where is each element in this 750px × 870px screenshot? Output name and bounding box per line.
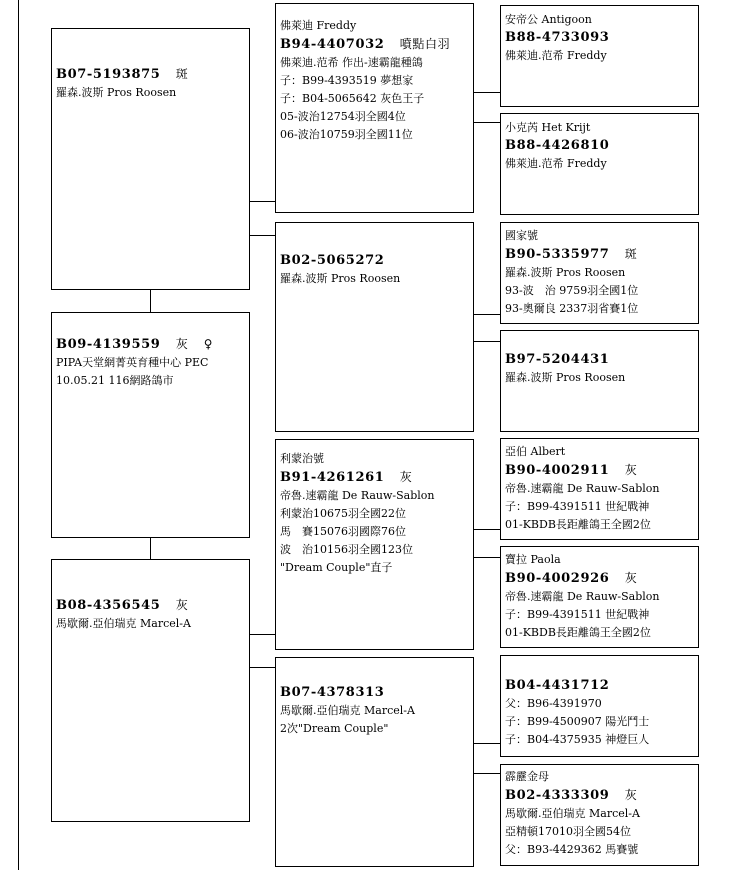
note: 利蒙治10675羽全國22位 [280, 507, 406, 520]
band-number: B90-4002911 [505, 463, 610, 478]
color-label: 噴點白羽 [399, 37, 451, 51]
connector [250, 634, 275, 635]
pedigree-dam-sire [275, 439, 474, 650]
band-number: B02-4333309 [505, 788, 610, 803]
note: 亞精頓17010羽全國54位 [505, 825, 631, 838]
color-label: 灰 [624, 571, 638, 585]
note: 01-KBDB長距離鴿王全國2位 [505, 518, 651, 531]
connector [150, 290, 151, 312]
connector [250, 235, 275, 236]
bird-name: 佛萊迪 Freddy [280, 19, 357, 32]
color-label: 灰 [175, 598, 189, 612]
owner: 馬歇爾.亞伯瑞克 Marcel-A [505, 807, 640, 820]
pedigree-dd-dam [500, 764, 699, 866]
connector [250, 667, 275, 668]
bird-name: 安帝公 Antigoon [505, 13, 592, 26]
sex-symbol: ♀ [203, 337, 214, 351]
note: 子：B04-4375935 神燈巨人 [505, 733, 650, 746]
connector [474, 92, 500, 93]
connector [474, 529, 500, 530]
bird-name: 小克芮 Het Krijt [505, 121, 591, 134]
pedigree-subject [51, 312, 250, 538]
owner: 佛萊迪.范希 Freddy [505, 49, 607, 62]
note: 波 治10156羽全國123位 [280, 543, 413, 556]
sale-note: 10.05.21 116網路鴿市 [56, 374, 174, 387]
note: 子：B99-4391511 世紀戰神 [505, 500, 650, 513]
pedigree-ds-dam [500, 546, 699, 648]
owner: 帝魯.速霸龍 De Rauw-Sablon [505, 590, 660, 603]
note: 93-奧爾良 2337羽省賽1位 [505, 302, 639, 315]
color-label: 灰 [624, 463, 638, 477]
note: 01-KBDB長距離鴿王全國2位 [505, 626, 651, 639]
note: 父：B96-4391970 [505, 697, 602, 710]
owner: 羅森.波斯 Pros Roosen [280, 272, 401, 285]
color-label: 斑 [624, 247, 638, 261]
owner: 馬歇爾.亞伯瑞克 Marcel-A [56, 617, 191, 630]
connector [150, 538, 151, 559]
band-number: B91-4261261 [280, 470, 385, 485]
owner: 羅森.波斯 Pros Roosen [505, 371, 626, 384]
color-label: 灰 [399, 470, 413, 484]
color-label: 斑 [175, 67, 189, 81]
band-number: B08-4356545 [56, 598, 161, 613]
bird-name: 利蒙治號 [280, 452, 324, 465]
band-number: B88-4426810 [505, 138, 610, 153]
owner: 佛萊迪.范希 作出-速霸龍種鴿 [280, 56, 423, 69]
pedigree-sd-sire [500, 222, 699, 324]
pedigree-sire [51, 28, 250, 290]
color-label: 灰 [175, 337, 189, 351]
band-number: B04-4431712 [505, 678, 610, 693]
band-number: B07-5193875 [56, 67, 161, 82]
note: 子：B04-5065642 灰色王子 [280, 92, 425, 105]
band-number: B07-4378313 [280, 685, 385, 700]
note: 05-波治12754羽全國4位 [280, 110, 406, 123]
pedigree-sire-sire [275, 3, 474, 213]
pedigree-sd-dam [500, 330, 699, 432]
note: 06-波治10759羽全國11位 [280, 128, 413, 141]
page-left-rule [18, 0, 19, 870]
band-number: B90-4002926 [505, 571, 610, 586]
band-number: B94-4407032 [280, 37, 385, 52]
pedigree-sire-dam [275, 222, 474, 432]
owner: 羅森.波斯 Pros Roosen [56, 86, 177, 99]
connector [474, 341, 500, 342]
connector [474, 557, 500, 558]
bird-name: 亞伯 Albert [505, 445, 566, 458]
owner: 馬歇爾.亞伯瑞克 Marcel-A [280, 704, 415, 717]
pedigree-dam-dam [275, 657, 474, 867]
pedigree-dam [51, 559, 250, 822]
note: 馬 賽15076羽國際76位 [280, 525, 406, 538]
owner: 羅森.波斯 Pros Roosen [505, 266, 626, 279]
bird-name: 寶拉 Paola [505, 553, 561, 566]
bird-name: 國家號 [505, 229, 538, 242]
note: 父：B93-4429362 馬賽號 [505, 843, 639, 856]
pedigree-ds-sire [500, 438, 699, 540]
band-number: B09-4139559 [56, 337, 161, 352]
connector [474, 122, 500, 123]
owner: 帝魯.速霸龍 De Rauw-Sablon [505, 482, 660, 495]
band-number: B90-5335977 [505, 247, 610, 262]
color-label: 灰 [624, 788, 638, 802]
note: 子：B99-4393519 夢想家 [280, 74, 414, 87]
band-number: B02-5065272 [280, 253, 385, 268]
connector [474, 773, 500, 774]
band-number: B97-5204431 [505, 352, 610, 367]
owner: 佛萊迪.范希 Freddy [505, 157, 607, 170]
owner: 帝魯.速霸龍 De Rauw-Sablon [280, 489, 435, 502]
pedigree-dd-sire [500, 655, 699, 757]
connector [250, 201, 275, 202]
pedigree-ss-sire [500, 5, 699, 107]
note: "Dream Couple"直子 [280, 561, 393, 574]
connector [474, 743, 500, 744]
bird-name: 霹靂金母 [505, 770, 549, 783]
connector [474, 314, 500, 315]
note: 子：B99-4391511 世紀戰神 [505, 608, 650, 621]
owner: PIPA天堂網菁英育種中心 PEC [56, 356, 209, 369]
note: 子：B99-4500907 陽光鬥士 [505, 715, 650, 728]
band-number: B88-4733093 [505, 30, 610, 45]
note: 2次"Dream Couple" [280, 722, 389, 735]
note: 93-波 治 9759羽全國1位 [505, 284, 639, 297]
pedigree-ss-dam [500, 113, 699, 215]
